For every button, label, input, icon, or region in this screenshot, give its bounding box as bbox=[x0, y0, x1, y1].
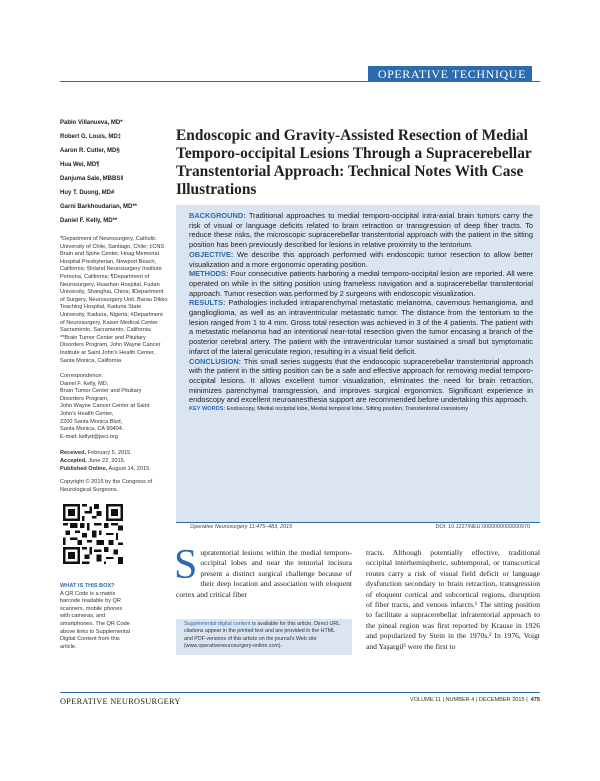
qr-explainer bbox=[60, 583, 132, 651]
body-column-2: tracts. Although potentially effective, traditional occipital interhemispheric, subtemporal, or transcortical routes carry a risk of visual field deficit or language dysfunction secondary to brain retraction, transgression of eloquent cortical and subcortical regions, disruption of fiber tracts, and venous infarcts.¹ The sitting position to facilitate a supracerebellar infratentorial approach to the pineal region was first reported by Krause in 1926 and popularized by Stein in the 1970s.² In 1976, Voigt and Yaşargil³ were the first to bbox=[366, 548, 540, 651]
body-column-1 bbox=[174, 542, 352, 600]
copyright: Copyright © 2015 by the Congress of Neurological Surgeons. bbox=[60, 479, 153, 493]
author-name: Robert G. Louis, MD‡ bbox=[60, 134, 122, 140]
author-name: Danjuma Sale, MBBS‖ bbox=[60, 176, 124, 182]
accepted-date: June 22, 2015. bbox=[88, 458, 126, 465]
correspondence-line: Daniel F. Kelly, MD, bbox=[60, 380, 109, 387]
correspondence-label: Correspondence: bbox=[60, 373, 103, 380]
correspondence-line: Disorders Program, bbox=[60, 395, 109, 402]
section-header bbox=[60, 66, 540, 82]
received-date: February 5, 2015. bbox=[87, 450, 132, 457]
author-name: Garni Barkhoudarian, MD** bbox=[60, 204, 138, 210]
correspondence-line: John's Health Center, bbox=[60, 411, 114, 418]
author-name: Hua Wei, MD¶ bbox=[60, 162, 100, 168]
section-label: OPERATIVE TECHNIQUE bbox=[368, 66, 532, 82]
correspondence-line: Santa Monica, CA 90404. bbox=[60, 426, 124, 433]
correspondence-line: Brain Tumor Center and Pituitary bbox=[60, 388, 142, 395]
published-date: August 14, 2015. bbox=[108, 465, 151, 472]
footer-issue bbox=[410, 697, 540, 703]
doi[interactable]: DOI: 10.1227/NEU.0000000000000970 bbox=[435, 524, 530, 530]
correspondence-line: John Wayne Cancer Center at Saint bbox=[60, 403, 150, 410]
page-number: 475 bbox=[530, 697, 540, 703]
correspondence bbox=[60, 373, 168, 441]
abstract-results: RESULTS: Pathologies included intraparenchymal metastatic melanoma, cavernous hemangioma, and ganglioglioma, as well as an intraventricular metastatic tumor. The distance from the tentorium to the lesion ranged from 1 to 4 mm. Gross total resection was achieved in 3 of the 4 patients. The patient with a metastatic melanoma had an intentional near-total resection given the tumor encasing a branch of the posterior cerebral artery. The patient with the intraventricular tumor sustained a small but symptomatic infarct of the lateral geniculate region, resulting in a visual field deficit. bbox=[189, 298, 533, 356]
author-name: Daniel F. Kelly, MD** bbox=[60, 218, 118, 224]
footer-issue-text: VOLUME 11 | NUMBER 4 | DECEMBER 2015 | bbox=[409, 697, 528, 703]
supplemental-content-box bbox=[176, 619, 352, 655]
supplemental-link[interactable]: Supplemental digital content bbox=[184, 621, 251, 627]
author-name: Pablo Villanueva, MD* bbox=[60, 120, 123, 126]
qr-description: A QR Code is a matrix barcode readable by QR scanners, mobile phones with cameras, and smartphones. The QR Code above links to Supplemental Digital Content from this article. bbox=[60, 590, 130, 650]
abstract-conclusion: CONCLUSION: This small series suggests that the endoscopic supracerebellar transtentorial approach with the patient in the sitting position can be a safe and effective approach for removing medial temporo-occipital lesions. It allows excellent tumor visualization, eliminates the need for brain retraction, minimizes parenchymal transgression, and improves surgical ergonomics. Significant experience in endoscopy and excellent neuroanesthesia support are recommended before undertaking this approach. bbox=[189, 356, 533, 405]
affiliations: *Department of Neurosurgery, Catholic University of Chile, Santiago, Chile; ‡CNS Brain and Spine Center, Hoag Memorial Hospital Presbyterian, Newport Beach, California; §Inland Neurosurgery Institute Pomona, California; ¶Department of Neurosurgery, Huashan Hospital, Fudan University, Shanghai, China; ‖Department of Surgery, Neurosurgery Unit, Barau Dikko Teaching Hospital, Kaduna State University, Kaduna, Nigeria; #Department of Neurosurgery, Kaiser Medical Center Sacramento, Sacramento, California; **Brain Tumor Center and Pituitary Disorders Program, John Wayne Cancer Institute at Saint John's Health Center, Santa Monica, California bbox=[60, 236, 168, 364]
author-name: Huy T. Duong, MD# bbox=[60, 190, 115, 196]
footer-journal: OPERATIVE NEUROSURGERY bbox=[60, 697, 181, 706]
abstract-objective: OBJECTIVE: We describe this approach performed with endoscopic tumor resection to allow better visualization and a more ergonomic operating position. bbox=[189, 249, 533, 269]
author-list bbox=[60, 116, 168, 228]
drop-cap: S bbox=[174, 542, 198, 588]
abstract-methods: METHODS: Four consecutive patients harboring a medial temporo-occipital lesion are reported. All were operated on while in the sitting position using frameless navigation and a supracerebellar transtentorial approach. Tumor resection was performed by 2 surgeons with endoscopic visualization. bbox=[189, 269, 533, 298]
qr-title: WHAT IS THIS BOX? bbox=[60, 583, 115, 589]
footer-divider bbox=[60, 692, 540, 693]
left-column bbox=[60, 116, 168, 494]
citation-line bbox=[190, 523, 540, 531]
article-title: Endoscopic and Gravity-Assisted Resection of Medial Temporo-occipital Lesions Through a Supracerebellar Transtentorial Approach: Technical Notes With Case Illustrations bbox=[176, 127, 532, 198]
keywords: KEY WORDS: Endoscopy, Medial occipital lobe, Medial temporal lobe, Sitting position, Transtentorial craniotomy bbox=[189, 406, 469, 413]
supplemental-text: is available for this article. Direct URL citations appear in the printed text and are provided in the HTML and PDF versions of this article on the journal's Web site (www.operativeneurosurgery-online.com). bbox=[184, 621, 340, 650]
abstract-box bbox=[176, 205, 540, 523]
article-dates: Received, February 5, 2015. Accepted, June 22, 2015. Published Online, August 14, 2015. bbox=[60, 450, 151, 472]
body-text: upratentorial lesions within the medial temporo-occipital lobes and near the tentorial incisura present a distinct surgical challenge because of their deep location and association with eloquent cortex and critical fiber bbox=[176, 548, 352, 599]
author-name: Aaron R. Cutler, MD§ bbox=[60, 148, 120, 154]
abstract-background: BACKGROUND: Traditional approaches to medial temporo-occipital intra-axial brain tumors carry the risk of visual or language deficits related to brain retraction or transgression of deep fiber tracts. To reduce these risks, the microscopic supracerebellar transtentorial approach with the patient in the sitting position has been previously described for lesions in relative proximity to the tentorium. bbox=[189, 211, 533, 250]
qr-code-icon[interactable] bbox=[63, 504, 123, 564]
correspondence-line: 2200 Santa Monica Blvd, bbox=[60, 418, 123, 425]
correspondence-email[interactable]: E-mail: kellyd@jwci.org bbox=[60, 433, 118, 440]
journal-citation: Operative Neurosurgery 11:475–483, 2015 bbox=[190, 524, 293, 530]
